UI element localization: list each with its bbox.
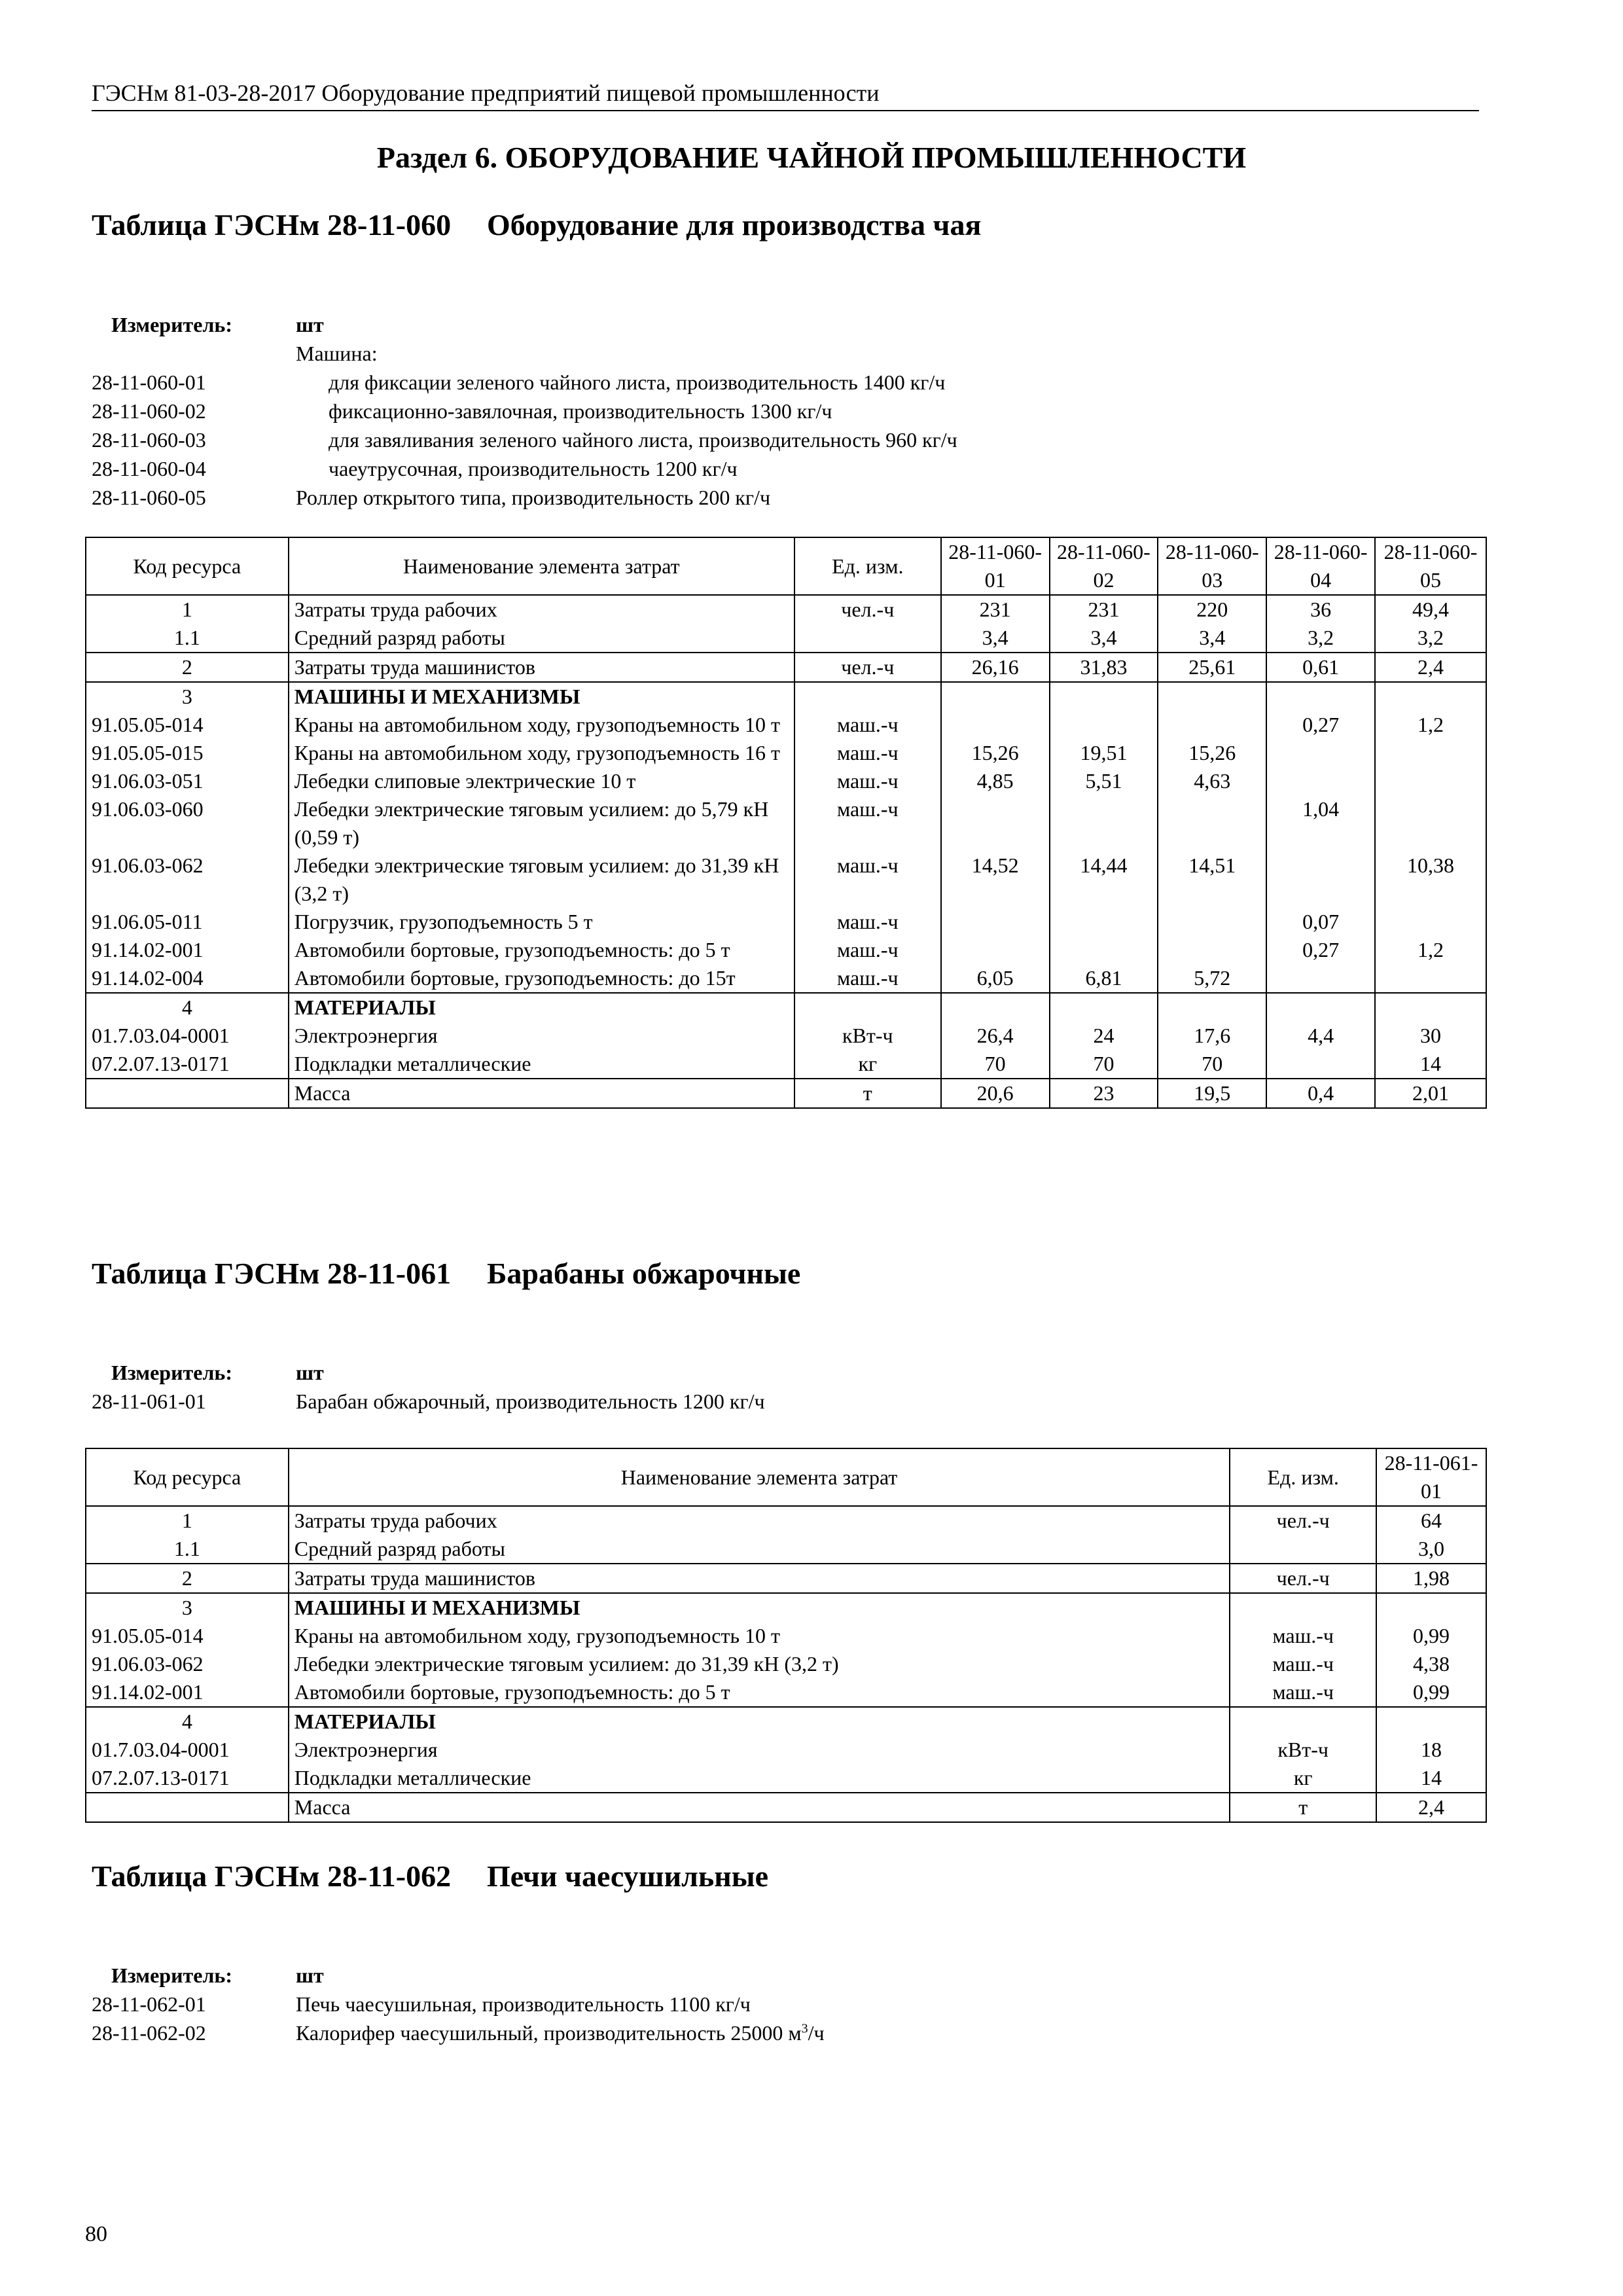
- col-header: 28-11-060-05: [1375, 537, 1486, 595]
- norm-value: 231: [1050, 595, 1158, 624]
- norm-value: [941, 993, 1050, 1022]
- resource-code: 4: [86, 993, 289, 1022]
- resource-code: 91.06.03-062: [86, 1650, 289, 1678]
- norm-value: 1,2: [1375, 936, 1486, 964]
- list-item: [92, 1387, 1479, 1416]
- unit: кВт-ч: [1230, 1736, 1376, 1764]
- item-desc: чаеутрусочная, производительность 1200 кг/ч: [329, 457, 738, 480]
- norm-value: 3,4: [1158, 624, 1266, 653]
- table-row: [86, 936, 1486, 964]
- unit: т: [1230, 1793, 1376, 1822]
- norm-value: 49,4: [1375, 595, 1486, 624]
- norm-value: 3,4: [1050, 624, 1158, 653]
- unit: маш.-ч: [794, 767, 941, 795]
- resource-code: 07.2.07.13-0171: [86, 1764, 289, 1793]
- norm-value: 1,2: [1375, 711, 1486, 739]
- resource-code: 2: [86, 653, 289, 682]
- unit: маш.-ч: [794, 852, 941, 908]
- col-header: 28-11-060-02: [1050, 537, 1158, 595]
- norm-value: 25,61: [1158, 653, 1266, 682]
- cost-element-name: Средний разряд работы: [289, 624, 794, 653]
- item-desc-text: Калорифер чаесушильный, производительность 25000 м: [296, 2021, 802, 2045]
- norm-value: [1050, 993, 1158, 1022]
- item-desc: Роллер открытого типа, производительность 200 кг/ч: [296, 486, 771, 509]
- list-item: [92, 425, 1479, 454]
- table-row: [86, 852, 1486, 908]
- resource-table-060: [85, 537, 1487, 1109]
- norm-value: 23: [1050, 1079, 1158, 1108]
- unit: [794, 993, 941, 1022]
- cost-element-name: Подкладки металлические: [289, 1050, 794, 1079]
- table-row: [86, 993, 1486, 1022]
- table-062-number: Таблица ГЭСНм 28-11-062: [92, 1859, 452, 1893]
- item-desc: Барабан обжарочный, производительность 1200 кг/ч: [296, 1390, 765, 1413]
- unit: кг: [1230, 1764, 1376, 1793]
- section-title: Раздел 6. ОБОРУДОВАНИЕ ЧАЙНОЙ ПРОМЫШЛЕННОСТИ: [376, 141, 1247, 174]
- norm-value: 26,4: [941, 1022, 1050, 1050]
- item-desc: для фиксации зеленого чайного листа, производительность 1400 кг/ч: [329, 370, 946, 394]
- norm-value: [1375, 767, 1486, 795]
- cost-element-name: Затраты труда рабочих: [289, 595, 794, 624]
- unit: т: [794, 1079, 941, 1108]
- table-061-number: Таблица ГЭСНм 28-11-061: [92, 1257, 452, 1290]
- norm-value: 70: [1050, 1050, 1158, 1079]
- norm-value: 30: [1375, 1022, 1486, 1050]
- cost-element-name: МАТЕРИАЛЫ: [289, 1707, 1230, 1736]
- unit: чел.-ч: [794, 653, 941, 682]
- resource-code: 07.2.07.13-0171: [86, 1050, 289, 1079]
- norm-value: [1375, 964, 1486, 993]
- norm-value: 0,27: [1266, 711, 1375, 739]
- table-061-items: [92, 1387, 1479, 1416]
- resource-code: 91.06.03-060: [86, 795, 289, 852]
- list-item: [92, 1990, 1479, 2018]
- meter-label: Измеритель:: [111, 313, 232, 336]
- norm-value: 15,26: [941, 739, 1050, 767]
- norm-value: [1158, 993, 1266, 1022]
- norm-value: 14,51: [1158, 852, 1266, 908]
- resource-table-061: [85, 1448, 1487, 1823]
- col-header: Наименование элемента затрат: [289, 537, 794, 595]
- unit: кг: [794, 1050, 941, 1079]
- norm-value: [1266, 964, 1375, 993]
- resource-code: 91.05.05-014: [86, 1622, 289, 1650]
- unit: [794, 624, 941, 653]
- table-row: [86, 1535, 1486, 1564]
- norm-value: [1266, 852, 1375, 908]
- norm-value: 2,01: [1375, 1079, 1486, 1108]
- norm-value: [1158, 908, 1266, 936]
- item-code: 28-11-060-05: [92, 486, 206, 509]
- resource-code: 01.7.03.04-0001: [86, 1736, 289, 1764]
- col-header: 28-11-060-01: [941, 537, 1050, 595]
- norm-value: 19,5: [1158, 1079, 1266, 1108]
- list-item: [92, 454, 1479, 483]
- norm-value: 2,4: [1376, 1793, 1486, 1822]
- norm-value: [1266, 993, 1375, 1022]
- cost-element-name: Затраты труда рабочих: [289, 1506, 1230, 1535]
- table-row: [86, 1079, 1486, 1108]
- unit: чел.-ч: [1230, 1564, 1376, 1593]
- norm-value: 3,2: [1266, 624, 1375, 653]
- col-header: Ед. изм.: [794, 537, 941, 595]
- table-row: [86, 682, 1486, 711]
- col-header: Код ресурса: [86, 1448, 289, 1506]
- unit: маш.-ч: [794, 908, 941, 936]
- norm-value: [1158, 711, 1266, 739]
- norm-value: 4,63: [1158, 767, 1266, 795]
- resource-code: 91.14.02-004: [86, 964, 289, 993]
- cost-element-name: Электроэнергия: [289, 1022, 794, 1050]
- resource-code: 3: [86, 1593, 289, 1622]
- resource-code: [86, 1079, 289, 1108]
- table-row: [86, 739, 1486, 767]
- norm-value: 5,51: [1050, 767, 1158, 795]
- norm-value: 24: [1050, 1022, 1158, 1050]
- norm-value: 0,61: [1266, 653, 1375, 682]
- norm-value: 6,81: [1050, 964, 1158, 993]
- table-row: [86, 1736, 1486, 1764]
- table-row: [86, 1707, 1486, 1736]
- unit: маш.-ч: [1230, 1650, 1376, 1678]
- norm-value: 0,07: [1266, 908, 1375, 936]
- norm-value: 0,27: [1266, 936, 1375, 964]
- norm-value: 64: [1376, 1506, 1486, 1535]
- resource-code: 1.1: [86, 1535, 289, 1564]
- cost-element-name: Автомобили бортовые, грузоподъемность: до 5 т: [289, 1678, 1230, 1707]
- table-row: [86, 1764, 1486, 1793]
- table-060-items: [92, 339, 1479, 512]
- resource-code: 1.1: [86, 624, 289, 653]
- item-desc: [296, 2018, 825, 2047]
- norm-value: [1050, 795, 1158, 852]
- unit: [1230, 1707, 1376, 1736]
- meter-label: Измеритель:: [111, 1964, 232, 1987]
- unit: маш.-ч: [794, 711, 941, 739]
- cost-element-name: Краны на автомобильном ходу, грузоподъемность 10 т: [289, 711, 794, 739]
- table-row: [86, 595, 1486, 624]
- unit-superscript: 3: [801, 2021, 808, 2036]
- norm-value: [941, 936, 1050, 964]
- resource-code: 91.06.03-062: [86, 852, 289, 908]
- unit: [1230, 1593, 1376, 1622]
- page-number: 80: [85, 2222, 107, 2246]
- norm-value: 31,83: [1050, 653, 1158, 682]
- unit: маш.-ч: [794, 795, 941, 852]
- resource-code: 4: [86, 1707, 289, 1736]
- resource-code: 91.06.05-011: [86, 908, 289, 936]
- cost-element-name: Затраты труда машинистов: [289, 1564, 1230, 1593]
- cost-element-name: Средний разряд работы: [289, 1535, 1230, 1564]
- norm-value: [1158, 682, 1266, 711]
- table-061-title: Барабаны обжарочные: [487, 1257, 801, 1290]
- norm-value: 36: [1266, 595, 1375, 624]
- resource-code: 91.14.02-001: [86, 1678, 289, 1707]
- norm-value: [1158, 795, 1266, 852]
- norm-value: 220: [1158, 595, 1266, 624]
- cost-element-name: Затраты труда машинистов: [289, 653, 794, 682]
- unit: [1230, 1535, 1376, 1564]
- resource-code: 1: [86, 595, 289, 624]
- list-item: [92, 397, 1479, 425]
- norm-value: 10,38: [1375, 852, 1486, 908]
- norm-value: 0,99: [1376, 1678, 1486, 1707]
- table-row: [86, 1506, 1486, 1535]
- table-062-title: Печи чаесушильные: [487, 1859, 769, 1893]
- resource-code: 91.05.05-014: [86, 711, 289, 739]
- item-code: 28-11-060-01: [92, 370, 206, 394]
- norm-value: 231: [941, 595, 1050, 624]
- cost-element-name: Погрузчик, грузоподъемность 5 т: [289, 908, 794, 936]
- norm-value: 17,6: [1158, 1022, 1266, 1050]
- table-row: [86, 908, 1486, 936]
- norm-value: 0,99: [1376, 1622, 1486, 1650]
- norm-value: 14: [1375, 1050, 1486, 1079]
- item-code: 28-11-060-03: [92, 428, 206, 452]
- norm-value: 3,0: [1376, 1535, 1486, 1564]
- items-group-label: [92, 339, 1479, 368]
- item-desc: фиксационно-завялочная, производительность 1300 кг/ч: [329, 399, 832, 423]
- cost-element-name: МАТЕРИАЛЫ: [289, 993, 794, 1022]
- norm-value: 18: [1376, 1736, 1486, 1764]
- norm-value: 4,85: [941, 767, 1050, 795]
- norm-value: [1375, 682, 1486, 711]
- table-row: [86, 795, 1486, 852]
- norm-value: 26,16: [941, 653, 1050, 682]
- table-row: [86, 1793, 1486, 1822]
- norm-value: [941, 682, 1050, 711]
- norm-value: 0,4: [1266, 1079, 1375, 1108]
- norm-value: [1266, 739, 1375, 767]
- cost-element-name: Краны на автомобильном ходу, грузоподъемность 16 т: [289, 739, 794, 767]
- meter-label: Измеритель:: [111, 1361, 232, 1384]
- meter-value: шт: [296, 1361, 324, 1384]
- unit: маш.-ч: [794, 739, 941, 767]
- norm-value: [941, 711, 1050, 739]
- running-header: ГЭСНм 81-03-28-2017 Оборудование предприятий пищевой промышленности: [92, 79, 1479, 111]
- list-item: [92, 368, 1479, 397]
- meter-value: шт: [296, 1964, 324, 1987]
- norm-value: 6,05: [941, 964, 1050, 993]
- norm-value: 70: [941, 1050, 1050, 1079]
- col-header: 28-11-060-04: [1266, 537, 1375, 595]
- table-row: [86, 711, 1486, 739]
- table-row: [86, 1564, 1486, 1593]
- unit: чел.-ч: [794, 595, 941, 624]
- norm-value: [941, 908, 1050, 936]
- norm-value: [941, 795, 1050, 852]
- norm-value: 14,44: [1050, 852, 1158, 908]
- cost-element-name: Электроэнергия: [289, 1736, 1230, 1764]
- table-row: [86, 964, 1486, 993]
- table-row: [86, 653, 1486, 682]
- group-label: Машина:: [296, 342, 378, 365]
- item-code: 28-11-062-02: [92, 2021, 206, 2045]
- table-060-title: Оборудование для производства чая: [487, 208, 982, 242]
- norm-value: 3,4: [941, 624, 1050, 653]
- item-code: 28-11-062-01: [92, 1992, 206, 2016]
- resource-code: 91.05.05-015: [86, 739, 289, 767]
- unit: маш.-ч: [1230, 1622, 1376, 1650]
- norm-value: 20,6: [941, 1079, 1050, 1108]
- norm-value: 5,72: [1158, 964, 1266, 993]
- item-code: 28-11-060-04: [92, 457, 206, 480]
- norm-value: 4,4: [1266, 1022, 1375, 1050]
- cost-element-name: Лебедки электрические тяговым усилием: до 5,79 кН (0,59 т): [289, 795, 794, 852]
- norm-value: [1266, 767, 1375, 795]
- cost-element-name: Масса: [289, 1793, 1230, 1822]
- resource-code: 91.06.03-051: [86, 767, 289, 795]
- cost-element-name: Лебедки электрические тяговым усилием: до 31,39 кН (3,2 т): [289, 1650, 1230, 1678]
- list-item: [92, 2018, 1479, 2047]
- item-desc-unit: /ч: [808, 2021, 825, 2045]
- meter-value: шт: [296, 313, 324, 336]
- table-row: [86, 624, 1486, 653]
- norm-value: [1376, 1593, 1486, 1622]
- table-060-number: Таблица ГЭСНм 28-11-060: [92, 208, 452, 242]
- cost-element-name: Краны на автомобильном ходу, грузоподъемность 10 т: [289, 1622, 1230, 1650]
- unit: кВт-ч: [794, 1022, 941, 1050]
- col-header: Код ресурса: [86, 537, 289, 595]
- cost-element-name: Лебедки слиповые электрические 10 т: [289, 767, 794, 795]
- resource-code: 2: [86, 1564, 289, 1593]
- norm-value: [1375, 908, 1486, 936]
- col-header: Наименование элемента затрат: [289, 1448, 1230, 1506]
- col-header: 28-11-061-01: [1376, 1448, 1486, 1506]
- table-row: [86, 1593, 1486, 1622]
- table-row: [86, 1050, 1486, 1079]
- resource-code: [86, 1793, 289, 1822]
- unit: маш.-ч: [1230, 1678, 1376, 1707]
- unit: чел.-ч: [1230, 1506, 1376, 1535]
- cost-element-name: Подкладки металлические: [289, 1764, 1230, 1793]
- norm-value: 2,4: [1375, 653, 1486, 682]
- col-header: 28-11-060-03: [1158, 537, 1266, 595]
- col-header: Ед. изм.: [1230, 1448, 1376, 1506]
- list-item: [92, 483, 1479, 512]
- norm-value: 1,98: [1376, 1564, 1486, 1593]
- norm-value: 70: [1158, 1050, 1266, 1079]
- norm-value: [1266, 1050, 1375, 1079]
- cost-element-name: Автомобили бортовые, грузоподъемность: до 15т: [289, 964, 794, 993]
- norm-value: 14: [1376, 1764, 1486, 1793]
- unit: маш.-ч: [794, 964, 941, 993]
- table-row: [86, 1022, 1486, 1050]
- norm-value: 3,2: [1375, 624, 1486, 653]
- table-row: [86, 1678, 1486, 1707]
- cost-element-name: Масса: [289, 1079, 794, 1108]
- resource-code: 1: [86, 1506, 289, 1535]
- norm-value: [1375, 795, 1486, 852]
- norm-value: 15,26: [1158, 739, 1266, 767]
- cost-element-name: Автомобили бортовые, грузоподъемность: до 5 т: [289, 936, 794, 964]
- norm-value: [1050, 908, 1158, 936]
- item-code: 28-11-060-02: [92, 399, 206, 423]
- norm-value: 4,38: [1376, 1650, 1486, 1678]
- norm-value: [1050, 711, 1158, 739]
- cost-element-name: МАШИНЫ И МЕХАНИЗМЫ: [289, 682, 794, 711]
- norm-value: [1158, 936, 1266, 964]
- cost-element-name: Лебедки электрические тяговым усилием: до 31,39 кН (3,2 т): [289, 852, 794, 908]
- resource-code: 3: [86, 682, 289, 711]
- norm-value: 14,52: [941, 852, 1050, 908]
- norm-value: [1375, 993, 1486, 1022]
- resource-code: 01.7.03.04-0001: [86, 1022, 289, 1050]
- cost-element-name: МАШИНЫ И МЕХАНИЗМЫ: [289, 1593, 1230, 1622]
- unit: маш.-ч: [794, 936, 941, 964]
- norm-value: [1375, 739, 1486, 767]
- norm-value: [1050, 936, 1158, 964]
- item-desc: для завяливания зеленого чайного листа, производительность 960 кг/ч: [329, 428, 957, 452]
- resource-code: 91.14.02-001: [86, 936, 289, 964]
- table-row: [86, 1622, 1486, 1650]
- table-062-items: [92, 1990, 1479, 2047]
- item-desc: Печь чаесушильная, производительность 1100 кг/ч: [296, 1992, 751, 2016]
- norm-value: [1266, 682, 1375, 711]
- norm-value: 1,04: [1266, 795, 1375, 852]
- norm-value: [1050, 682, 1158, 711]
- table-row: [86, 767, 1486, 795]
- norm-value: 19,51: [1050, 739, 1158, 767]
- norm-value: [1376, 1707, 1486, 1736]
- item-code: 28-11-061-01: [92, 1390, 206, 1413]
- table-row: [86, 1650, 1486, 1678]
- unit: [794, 682, 941, 711]
